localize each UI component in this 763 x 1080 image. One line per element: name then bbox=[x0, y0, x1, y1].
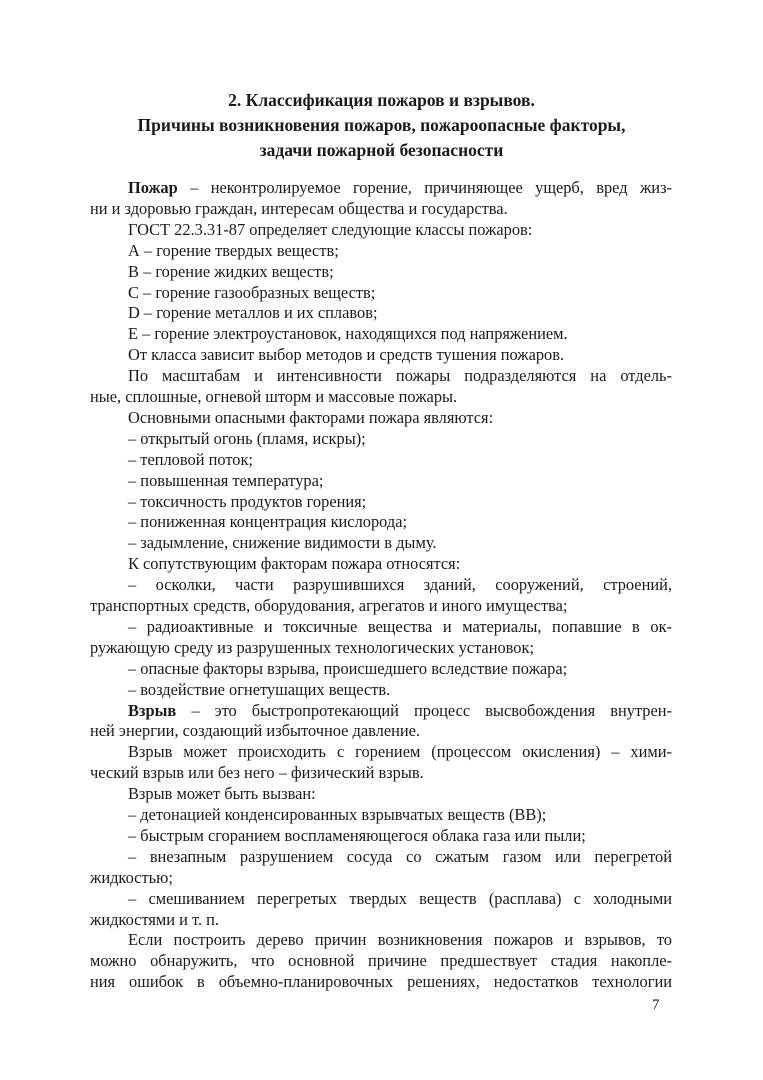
line-text: ней энергии, создающий избыточное давление. bbox=[90, 721, 421, 741]
text-line bbox=[90, 637, 672, 658]
line-text: А – горение твердых веществ; bbox=[128, 240, 339, 260]
text-line bbox=[90, 762, 672, 783]
text-line bbox=[90, 282, 672, 303]
text-line bbox=[90, 720, 672, 741]
line-text: D – горение металлов и их сплавов; bbox=[128, 303, 378, 323]
page-number: 7 bbox=[652, 997, 660, 1013]
text-line bbox=[90, 491, 672, 512]
line-text: – быстрым сгоранием воспламеняющегося облака газа или пыли; bbox=[128, 825, 586, 845]
text-line bbox=[90, 971, 672, 992]
text-line bbox=[90, 344, 672, 365]
line-text: ГОСТ 22.3.31-87 определяет следующие классы пожаров: bbox=[128, 219, 533, 239]
line-text: – задымление, снижение видимости в дыму. bbox=[128, 533, 437, 553]
line-text: – токсичность продуктов горения; bbox=[128, 491, 367, 511]
line-text: – тепловой поток; bbox=[128, 449, 253, 469]
text-line bbox=[90, 177, 672, 198]
text-line bbox=[90, 825, 672, 846]
text-line bbox=[90, 198, 672, 219]
text-line bbox=[90, 846, 672, 867]
text-line bbox=[90, 867, 672, 888]
text-line bbox=[90, 574, 672, 595]
text-line bbox=[90, 658, 672, 679]
line-text: В – горение жидких веществ; bbox=[128, 261, 334, 281]
text-line bbox=[90, 595, 672, 616]
text-line bbox=[90, 804, 672, 825]
text-line bbox=[90, 365, 672, 386]
term-bold: Пожар bbox=[128, 178, 178, 197]
text-line bbox=[90, 449, 672, 470]
line-text: жидкостями и т. п. bbox=[90, 909, 220, 929]
line-text: Если построить дерево причин возникновения пожаров и взрывов, то bbox=[128, 930, 672, 950]
text-line bbox=[90, 616, 672, 637]
line-text: – воздействие огнетушащих веществ. bbox=[128, 679, 391, 699]
line-text: – неконтролируемое горение, причиняющее ущерб, вред жиз- bbox=[177, 178, 672, 197]
text-line bbox=[90, 950, 672, 971]
line-text: ные, сплошные, огневой шторм и массовые пожары. bbox=[90, 387, 458, 406]
line-text: – детонацией конденсированных взрывчатых веществ (ВВ); bbox=[128, 805, 547, 824]
text-line bbox=[90, 783, 672, 804]
text-line bbox=[90, 888, 672, 909]
title-line: задачи пожарной безопасности bbox=[259, 140, 504, 160]
line-text: – смешиванием перегретых твердых веществ (расплава) с холодными bbox=[128, 888, 672, 908]
text-line bbox=[90, 428, 672, 449]
text-line bbox=[90, 219, 672, 240]
line-text: – внезапным разрушением сосуда со сжатым газом или перегретой bbox=[128, 846, 672, 866]
line-text: – радиоактивные и токсичные вещества и материалы, попавшие в ок- bbox=[128, 616, 672, 636]
line-text: К сопутствующим факторам пожара относятся: bbox=[128, 554, 461, 574]
line-text: ни и здоровью граждан, интересам общества и государства. bbox=[90, 198, 508, 218]
text-line bbox=[90, 261, 672, 282]
line-text: Взрыв может происходить с горением (процессом окисления) – хими- bbox=[128, 742, 672, 762]
line-text: – это быстропротекающий процесс высвобождения внутрен- bbox=[176, 700, 672, 720]
line-text: ческий взрыв или без него – физический взрыв. bbox=[90, 763, 424, 783]
text-line bbox=[90, 470, 672, 491]
text-line bbox=[90, 909, 672, 930]
text-line bbox=[90, 240, 672, 261]
line-text: Основными опасными факторами пожара являются: bbox=[128, 407, 494, 427]
line-text: Взрыв может быть вызван: bbox=[128, 784, 316, 804]
line-text: По масштабам и интенсивности пожары подразделяются на отдель- bbox=[128, 366, 672, 386]
title-line: 2. Классификация пожаров и взрывов. bbox=[228, 90, 535, 110]
line-text: ружающую среду из разрушенных технологических установок; bbox=[90, 637, 535, 657]
line-text: – повышенная температура; bbox=[128, 470, 324, 490]
text-line bbox=[90, 700, 672, 721]
line-text: Е – горение электроустановок, находящихся под напряжением. bbox=[128, 324, 568, 344]
text-line bbox=[90, 679, 672, 700]
text-line bbox=[90, 741, 672, 762]
line-text: ния ошибок в объемно-планировочных решениях, недостатков технологии bbox=[90, 972, 672, 992]
line-text: – опасные факторы взрыва, происшедшего вследствие пожара; bbox=[128, 658, 568, 678]
text-line bbox=[90, 532, 672, 553]
text-line bbox=[90, 511, 672, 532]
line-text: транспортных средств, оборудования, агрегатов и иного имущества; bbox=[90, 596, 568, 615]
line-text: можно обнаружить, что основной причине предшествует стадия накопле- bbox=[90, 951, 672, 971]
text-line bbox=[90, 407, 672, 428]
title-line: Причины возникновения пожаров, пожароопасные факторы, bbox=[137, 115, 626, 135]
term-bold: Взрыв bbox=[128, 700, 177, 720]
line-text: – осколки, части разрушившихся зданий, сооружений, строений, bbox=[128, 575, 672, 595]
line-text: С – горение газообразных веществ; bbox=[128, 282, 376, 302]
text-line bbox=[90, 386, 672, 407]
line-text: – пониженная концентрация кислорода; bbox=[128, 512, 408, 532]
text-line bbox=[90, 302, 672, 323]
line-text: От класса зависит выбор методов и средств тушения пожаров. bbox=[128, 345, 565, 365]
text-line bbox=[90, 553, 672, 574]
line-text: жидкостью; bbox=[90, 867, 173, 887]
text-line bbox=[90, 323, 672, 344]
line-text: – открытый огонь (пламя, искры); bbox=[128, 428, 366, 448]
text-line bbox=[90, 929, 672, 950]
